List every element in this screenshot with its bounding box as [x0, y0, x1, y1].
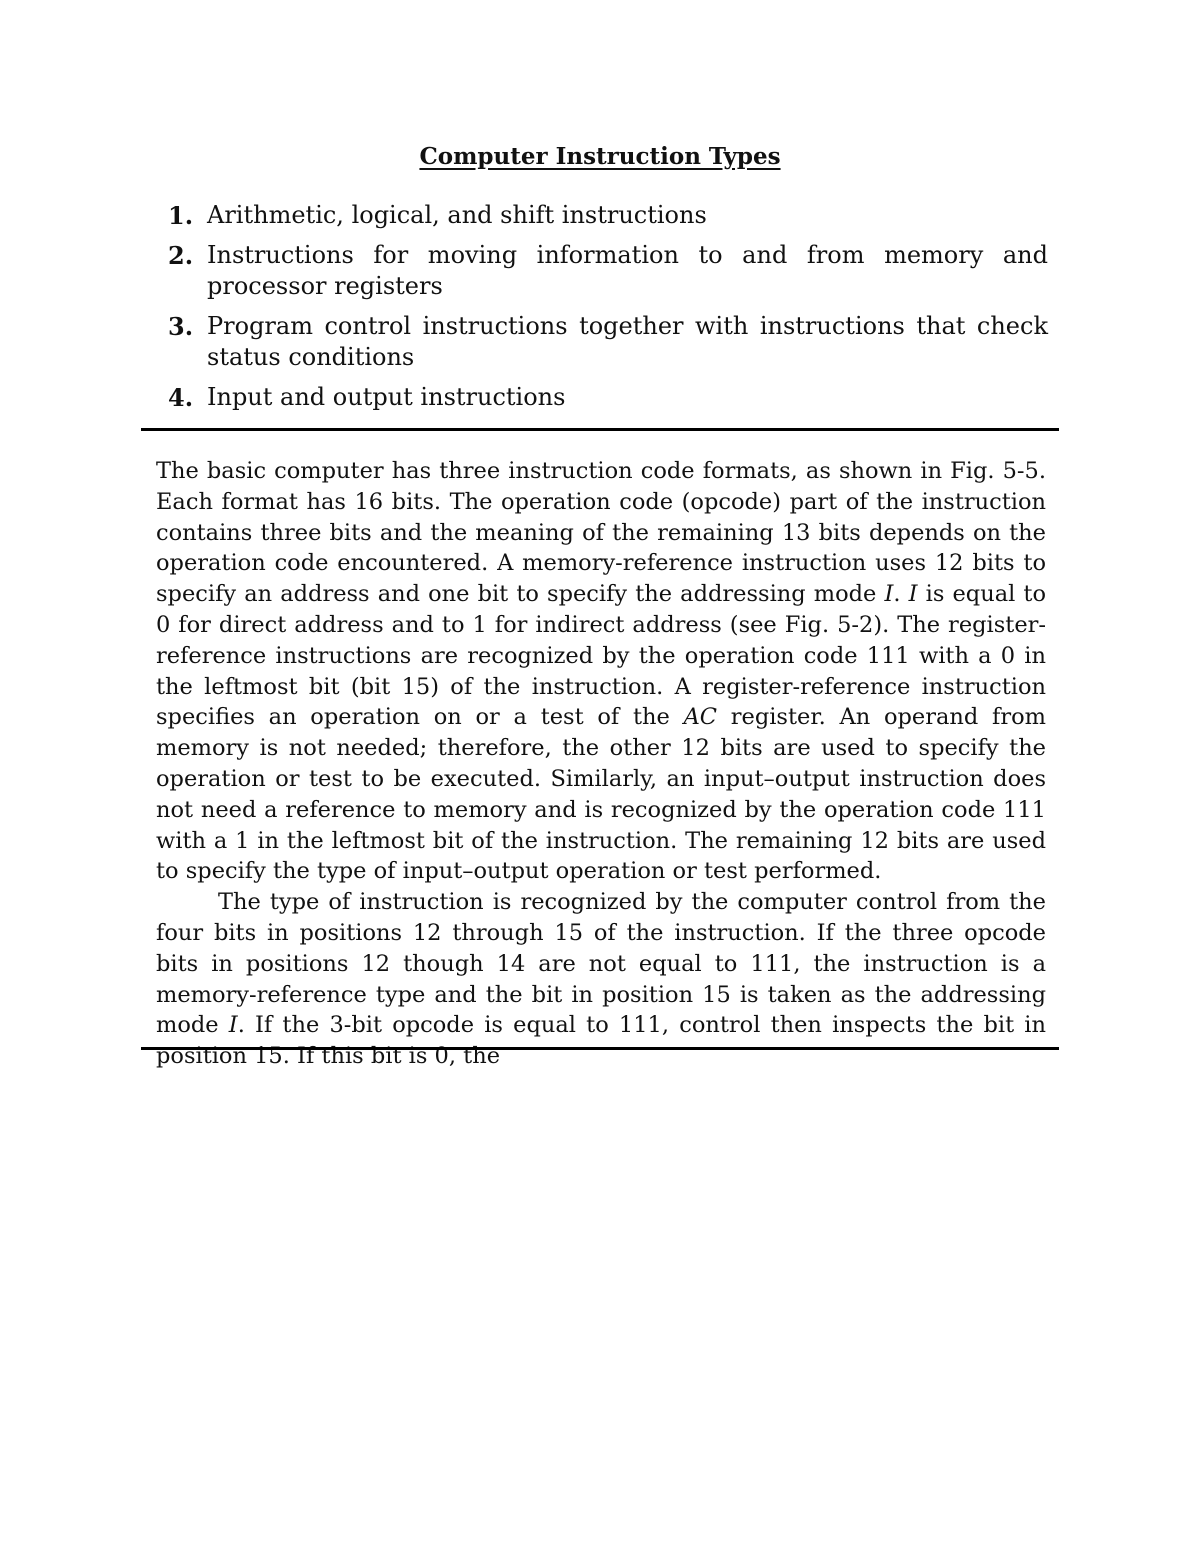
bottom-divider — [141, 1047, 1059, 1050]
body-text — [156, 456, 1046, 1072]
list-item — [168, 240, 1048, 302]
list-item-text: Input and output instructions — [207, 383, 566, 411]
list-item — [168, 200, 1048, 231]
top-divider — [141, 428, 1059, 431]
list-item-text: Instructions for moving information to and from memory and processor registers — [207, 241, 1048, 300]
italic-symbol: I — [884, 581, 894, 608]
list-item-number: 2. — [168, 241, 194, 270]
text-run: . — [893, 581, 909, 608]
list-item-number: 4. — [168, 383, 194, 412]
text-run: is equal to 0 for direct address and to 1 for indirect address (see Fig. 5-2). The register-reference instructions are recognized by the operation code 111 with a 0 in the leftmost bit (bit 15) of the instruction. A register-reference instruction specifies an operation on or a test of the — [156, 581, 1047, 731]
italic-symbol: AC — [683, 704, 718, 731]
list-item — [168, 311, 1048, 373]
italic-symbol: I — [908, 581, 918, 608]
list-item-text: Arithmetic, logical, and shift instructions — [207, 201, 707, 229]
text-run: register. An operand from memory is not needed; therefore, the other 12 bits are used to specify the operation or test to be executed. Similarly, an input–output instruction does not need a reference to memory and is recognized by the operation code 111 with a 1 in the leftmost bit of the instruction. The remaining 12 bits are used to specify the type of input–output operation or test performed. — [156, 704, 1047, 885]
instruction-type-list — [168, 200, 1048, 422]
list-item-number: 1. — [168, 201, 194, 230]
italic-symbol: I — [228, 1012, 238, 1039]
paragraph-1 — [156, 456, 1046, 887]
paragraph-2 — [156, 887, 1046, 1072]
list-item — [168, 382, 1048, 413]
list-item-number: 3. — [168, 312, 194, 341]
page-title: Computer Instruction Types — [419, 143, 781, 170]
text-run: The basic computer has three instruction code formats, as shown in Fig. 5-5. Each format has 16 bits. The operation code (opcode) part of the instruction contains three bits and the meaning of the remaining 13 bits depends on the operation code encountered. A memory-reference instruction uses 12 bits to specify an address and one bit to specify the addressing mode — [156, 458, 1046, 608]
list-item-text: Program control instructions together with instructions that check status conditions — [207, 312, 1048, 371]
text-run: The type of instruction is recognized by the computer control from the four bits in positions 12 through 15 of the instruction. If the three opcode bits in positions 12 though 14 are not equal to 111, the instruction is a memory-reference type and the bit in position 15 is taken as the addressing mode — [156, 889, 1046, 1039]
text-run: . If the 3-bit opcode is equal to 111, control then inspects the bit in position 15. If this bit is 0, the — [156, 1012, 1046, 1070]
